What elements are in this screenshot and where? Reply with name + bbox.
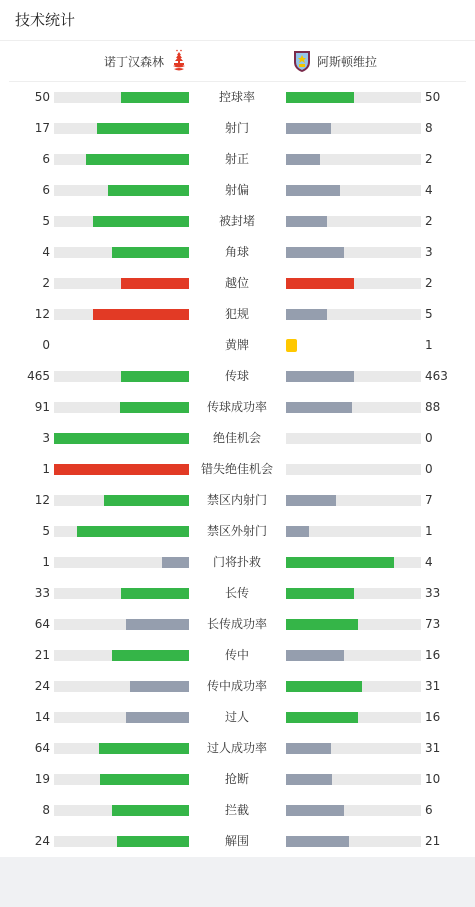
home-bar-fill	[121, 92, 189, 103]
home-value: 6	[42, 183, 50, 197]
away-bar-track	[286, 402, 421, 413]
stat-row	[0, 640, 475, 671]
stat-row	[0, 206, 475, 237]
home-bar-track	[54, 650, 189, 661]
home-bar-track	[54, 371, 189, 382]
home-bar-track	[54, 681, 189, 692]
stat-label: 传球成功率	[206, 400, 267, 414]
away-bar-track	[286, 216, 421, 227]
teams-header	[9, 41, 466, 82]
stat-label: 被封堵	[218, 214, 255, 228]
away-bar-fill	[286, 588, 354, 599]
away-bar-fill	[286, 371, 354, 382]
stat-label: 绝佳机会	[212, 431, 261, 445]
home-bar-track	[54, 433, 189, 444]
stat-row	[0, 578, 475, 609]
home-bar-track	[54, 309, 189, 320]
away-bar-fill	[286, 681, 362, 692]
away-bar-track	[286, 247, 421, 258]
home-bar-fill	[120, 402, 189, 413]
home-bar-track	[54, 588, 189, 599]
home-bar-fill	[162, 557, 189, 568]
home-team[interactable]	[104, 41, 188, 81]
home-bar-fill	[54, 433, 189, 444]
home-bar-track	[54, 185, 189, 196]
away-value: 8	[425, 121, 433, 135]
away-bar-fill	[286, 712, 358, 723]
stat-row	[0, 826, 475, 857]
stat-row	[0, 330, 475, 361]
stat-label: 黄牌	[224, 338, 249, 352]
away-bar-track	[286, 309, 421, 320]
home-bar-fill	[130, 681, 189, 692]
stat-label: 错失绝佳机会	[200, 462, 273, 476]
away-bar-track	[286, 185, 421, 196]
away-bar-track	[286, 92, 421, 103]
home-bar-fill	[117, 836, 189, 847]
away-value: 88	[425, 400, 441, 414]
away-value: 2	[425, 214, 433, 228]
home-bar-track	[54, 526, 189, 537]
home-value: 91	[34, 400, 50, 414]
home-value: 6	[42, 152, 50, 166]
home-bar-track	[54, 743, 189, 754]
home-bar-track	[54, 123, 189, 134]
stat-label: 传中成功率	[206, 679, 267, 693]
away-value: 10	[425, 772, 441, 786]
away-bar-fill	[286, 557, 394, 568]
home-bar-fill	[112, 650, 189, 661]
stat-label: 门将扑救	[212, 555, 261, 569]
stat-label: 控球率	[218, 90, 255, 104]
home-bar-track	[54, 805, 189, 816]
away-bar-track	[286, 650, 421, 661]
home-value: 5	[42, 524, 50, 538]
away-bar-track	[286, 278, 421, 289]
stat-row	[0, 361, 475, 392]
away-team-name: 阿斯顿维拉	[317, 54, 378, 69]
home-bar-track	[54, 619, 189, 630]
away-value: 463	[425, 369, 448, 383]
home-bar-track	[54, 774, 189, 785]
home-bar-fill	[121, 371, 189, 382]
home-bar-track	[54, 557, 189, 568]
stat-row	[0, 175, 475, 206]
away-value: 1	[425, 338, 433, 352]
away-value: 0	[425, 462, 433, 476]
away-bar-track	[286, 588, 421, 599]
away-bar-track	[286, 836, 421, 847]
home-value: 33	[34, 586, 50, 600]
stat-label: 射门	[224, 121, 249, 135]
stat-label: 犯规	[224, 307, 249, 321]
away-bar-track	[286, 557, 421, 568]
away-value: 33	[425, 586, 441, 600]
away-bar-track	[286, 371, 421, 382]
page-title: 技术统计	[0, 0, 475, 41]
home-value: 50	[34, 90, 50, 104]
stat-row	[0, 237, 475, 268]
away-bar-fill	[286, 836, 349, 847]
away-value: 0	[425, 431, 433, 445]
away-bar-track	[286, 526, 421, 537]
stat-row	[0, 547, 475, 578]
away-bar-fill	[286, 526, 309, 537]
away-value: 2	[425, 152, 433, 166]
away-value: 31	[425, 741, 441, 755]
home-value: 1	[42, 555, 50, 569]
away-bar-fill	[286, 495, 336, 506]
away-bar-track	[286, 681, 421, 692]
away-bar-fill	[286, 278, 354, 289]
stat-label: 越位	[224, 276, 249, 290]
away-value: 7	[425, 493, 433, 507]
stat-label: 传球	[224, 369, 249, 383]
home-value: 12	[34, 307, 50, 321]
stat-row	[0, 144, 475, 175]
home-bar-fill	[77, 526, 189, 537]
away-value: 16	[425, 648, 441, 662]
away-bar-track	[286, 433, 421, 444]
away-value: 50	[425, 90, 441, 104]
home-value: 8	[42, 803, 50, 817]
home-bar-track	[54, 836, 189, 847]
home-value: 64	[34, 617, 50, 631]
home-value: 5	[42, 214, 50, 228]
stat-row	[0, 392, 475, 423]
yellow-card-icon	[286, 339, 297, 352]
away-value: 16	[425, 710, 441, 724]
stat-row	[0, 299, 475, 330]
away-bar-fill	[286, 619, 358, 630]
away-bar-fill	[286, 309, 327, 320]
away-value: 2	[425, 276, 433, 290]
home-bar-track	[54, 712, 189, 723]
home-value: 64	[34, 741, 50, 755]
stat-label: 解围	[224, 834, 249, 848]
stat-label: 传中	[224, 648, 249, 662]
stat-row	[0, 423, 475, 454]
stat-row	[0, 516, 475, 547]
home-bar-track	[54, 247, 189, 258]
stat-row	[0, 113, 475, 144]
stat-label: 射正	[224, 152, 249, 166]
home-value: 21	[34, 648, 50, 662]
home-value: 19	[34, 772, 50, 786]
home-bar-track	[54, 464, 189, 475]
home-bar-track	[54, 154, 189, 165]
away-value: 1	[425, 524, 433, 538]
stat-row	[0, 454, 475, 485]
away-bar-track	[286, 774, 421, 785]
stat-row	[0, 609, 475, 640]
stat-label: 禁区外射门	[206, 524, 267, 538]
stat-label: 长传成功率	[206, 617, 267, 631]
home-bar-track	[54, 92, 189, 103]
stat-row	[0, 485, 475, 516]
home-bar-fill	[97, 123, 189, 134]
stat-label: 角球	[224, 245, 249, 259]
away-bar-track	[286, 805, 421, 816]
away-bar-fill	[286, 650, 344, 661]
away-team[interactable]	[293, 41, 377, 81]
away-value: 73	[425, 617, 441, 631]
stat-label: 抢断	[224, 772, 249, 786]
home-value: 24	[34, 679, 50, 693]
home-bar-fill	[108, 185, 189, 196]
home-bar-fill	[126, 619, 189, 630]
home-bar-fill	[54, 464, 189, 475]
home-bar-track	[54, 495, 189, 506]
home-bar-track	[54, 402, 189, 413]
home-value: 24	[34, 834, 50, 848]
stat-row	[0, 671, 475, 702]
away-bar-fill	[286, 743, 331, 754]
home-bar-fill	[121, 278, 189, 289]
away-value: 21	[425, 834, 441, 848]
away-bar-fill	[286, 185, 340, 196]
home-bar-fill	[104, 495, 189, 506]
home-value: 14	[34, 710, 50, 724]
home-value: 2	[42, 276, 50, 290]
away-bar-fill	[286, 154, 320, 165]
away-value: 4	[425, 555, 433, 569]
away-bar-track	[286, 123, 421, 134]
away-value: 6	[425, 803, 433, 817]
away-bar-fill	[286, 247, 344, 258]
home-bar-fill	[93, 216, 189, 227]
away-value: 5	[425, 307, 433, 321]
stat-row	[0, 268, 475, 299]
away-bar-fill	[286, 402, 352, 413]
away-bar-track	[286, 464, 421, 475]
away-bar-fill	[286, 216, 327, 227]
nottingham-forest-crest-icon	[170, 49, 188, 73]
stat-label: 长传	[224, 586, 249, 600]
away-bar-track	[286, 619, 421, 630]
home-bar-fill	[93, 309, 189, 320]
away-bar-track	[286, 154, 421, 165]
home-team-name: 诺丁汉森林	[103, 54, 164, 69]
home-value: 17	[34, 121, 50, 135]
stat-label: 过人成功率	[206, 741, 267, 755]
home-bar-fill	[100, 774, 189, 785]
home-value: 3	[42, 431, 50, 445]
home-bar-track	[54, 216, 189, 227]
home-value: 0	[42, 338, 50, 352]
away-bar-track	[286, 495, 421, 506]
stat-row	[0, 82, 475, 113]
away-bar-fill	[286, 123, 331, 134]
away-value: 4	[425, 183, 433, 197]
aston-villa-crest-icon	[293, 49, 311, 73]
home-value: 4	[42, 245, 50, 259]
stat-row	[0, 764, 475, 795]
home-bar-fill	[112, 247, 189, 258]
away-bar-fill	[286, 774, 332, 785]
home-bar-fill	[99, 743, 189, 754]
home-bar-fill	[121, 588, 189, 599]
stat-label: 禁区内射门	[206, 493, 267, 507]
home-bar-fill	[86, 154, 189, 165]
away-bar-track	[286, 743, 421, 754]
home-bar-fill	[112, 805, 189, 816]
stats-list	[0, 82, 475, 857]
away-bar-track	[286, 712, 421, 723]
away-bar-fill	[286, 92, 354, 103]
home-bar-track	[54, 278, 189, 289]
stat-label: 射偏	[224, 183, 249, 197]
away-value: 3	[425, 245, 433, 259]
stat-row	[0, 795, 475, 826]
stat-row	[0, 733, 475, 764]
stat-label: 拦截	[224, 803, 249, 817]
home-value: 12	[34, 493, 50, 507]
stat-label: 过人	[224, 710, 249, 724]
away-value: 31	[425, 679, 441, 693]
away-bar-fill	[286, 805, 344, 816]
stat-row	[0, 702, 475, 733]
home-value: 1	[42, 462, 50, 476]
home-bar-fill	[126, 712, 189, 723]
home-value: 465	[27, 369, 50, 383]
